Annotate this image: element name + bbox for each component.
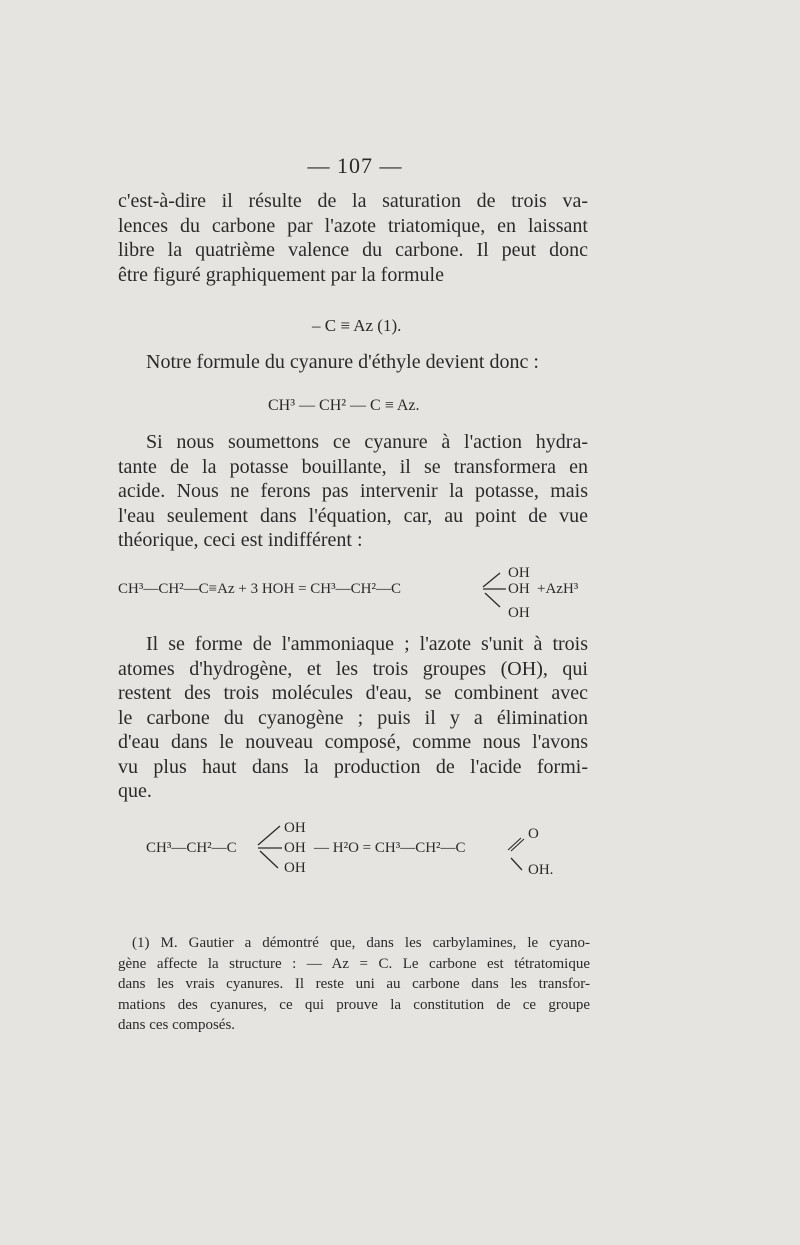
- text-line: Il se forme de l'ammoniaque ; l'azote s'unit à trois: [146, 633, 588, 655]
- paragraph-3: [118, 430, 588, 553]
- hydroxyl-top: OH: [508, 565, 530, 581]
- text-line: être figuré graphiquement par la formule: [118, 263, 444, 286]
- equation-middle: — H²O = CH³—CH²—C: [314, 840, 466, 856]
- text-line: l'eau seulement dans l'équation, car, au point de vue: [118, 504, 588, 527]
- formula-nitrile-group: – C ≡ Az (1).: [312, 316, 402, 335]
- formula-ethyl-cyanide: CH³ — CH² — C ≡ Az.: [268, 397, 420, 414]
- hydroxyl-bottom: OH: [284, 860, 306, 876]
- text-line: acide. Nous ne ferons pas intervenir la potasse, mais: [118, 480, 588, 502]
- hydroxyl-middle: OH: [508, 581, 530, 597]
- footnote-line: gène affecte la structure : — Az = C. Le carbone est tétratomique: [118, 955, 590, 972]
- text-line: Si nous soumettons ce cyanure à l'action hydra-: [146, 431, 588, 453]
- paragraph-4: [118, 632, 588, 804]
- footnote-line: dans les vrais cyanures. Il reste uni au carbone dans les transfor-: [118, 976, 590, 992]
- hydroxyl-middle: OH: [284, 840, 306, 856]
- hydroxyl-top: OH: [284, 820, 306, 836]
- equation-dehydration: [118, 820, 578, 885]
- footnote-line: (1) M. Gautier a démontré que, dans les carbylamines, le cyano-: [132, 935, 590, 951]
- bond-lines: [118, 565, 608, 625]
- text-line: tante de la potasse bouillante, il se transformera en: [118, 455, 588, 478]
- text-line: le carbone du cyanogène ; puis il y a élimination: [118, 706, 588, 729]
- hydroxyl-final: OH.: [528, 862, 554, 878]
- text-line: théorique, ceci est indifférent :: [118, 529, 363, 551]
- equation-left: CH³—CH²—C≡Az + 3 HOH = CH³—CH²—C: [118, 581, 401, 597]
- text-line: lences du carbone par l'azote triatomique, en laissant: [118, 214, 588, 237]
- equation-hydration: [118, 565, 608, 625]
- footnote: [118, 933, 590, 1036]
- oxygen-top: O: [528, 826, 539, 842]
- page-number: — 107 —: [307, 153, 403, 178]
- text-line: vu plus haut dans la production de l'acide formi-: [118, 755, 588, 778]
- equation-ammonia: +AzH³: [537, 581, 579, 597]
- paragraph-2: [118, 350, 588, 375]
- text-line: Notre formule du cyanure d'éthyle devient donc :: [146, 351, 539, 373]
- footnote-line: mations des cyanures, ce qui prouve la constitution de ce groupe: [118, 996, 590, 1013]
- text-line: c'est-à-dire il résulte de la saturation de trois va-: [118, 190, 588, 212]
- text-line: que.: [118, 780, 152, 802]
- text-line: d'eau dans le nouveau composé, comme nous l'avons: [118, 731, 588, 753]
- bond-lines: [118, 820, 578, 885]
- text-line: restent des trois molécules d'eau, se combinent avec: [118, 682, 588, 704]
- equation-left: CH³—CH²—C: [146, 840, 237, 856]
- hydroxyl-bottom: OH: [508, 605, 530, 621]
- footnote-line: dans ces composés.: [118, 1017, 236, 1033]
- paragraph-1: [118, 189, 588, 287]
- text-line: libre la quatrième valence du carbone. Il peut donc: [118, 239, 588, 261]
- text-line: atomes d'hydrogène, et les trois groupes (OH), qui: [118, 657, 588, 680]
